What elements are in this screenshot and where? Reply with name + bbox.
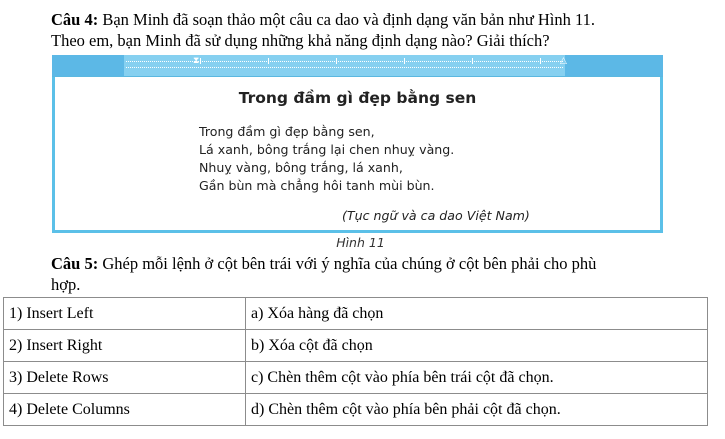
question-5-line-1: Ghép mỗi lệnh ở cột bên trái với ý nghĩa của chúng ở cột bên phải cho phù xyxy=(98,254,597,273)
ruler-tick xyxy=(472,58,473,64)
ruler-tick xyxy=(200,58,201,64)
ruler-right-margin xyxy=(565,55,663,76)
ruler-tick xyxy=(540,58,541,64)
ruler-right-indent-marker-icon: △ xyxy=(560,56,567,66)
ruler-tick xyxy=(404,58,405,64)
meaning-cell: d) Chèn thêm cột vào phía bên phải cột đã chọn. xyxy=(246,394,708,426)
document-ruler xyxy=(52,55,663,77)
command-cell: 4) Delete Columns xyxy=(4,394,246,426)
matching-table xyxy=(3,297,708,426)
table-row xyxy=(4,394,708,426)
question-4 xyxy=(51,9,595,51)
question-4-label: Câu 4: xyxy=(51,10,99,29)
poem-line-3: Nhuỵ vàng, bông trắng, lá xanh, xyxy=(199,160,403,175)
meaning-cell: c) Chèn thêm cột vào phía bên trái cột đã chọn. xyxy=(246,362,708,394)
command-cell: 1) Insert Left xyxy=(4,298,246,330)
question-5 xyxy=(51,253,596,295)
ruler-track xyxy=(126,61,563,68)
poem-line-4: Gần bùn mà chẳng hôi tanh mùi bùn. xyxy=(199,178,435,193)
question-4-line-1: Bạn Minh đã soạn thảo một câu ca dao và định dạng văn bản như Hình 11. xyxy=(98,10,596,29)
poem-source: (Tục ngữ và ca dao Việt Nam) xyxy=(342,208,530,223)
meaning-cell: b) Xóa cột đã chọn xyxy=(246,330,708,362)
table-row xyxy=(4,362,708,394)
poem-line-2: Lá xanh, bông trắng lại chen nhuỵ vàng. xyxy=(199,142,455,157)
command-cell: 2) Insert Right xyxy=(4,330,246,362)
command-cell: 3) Delete Rows xyxy=(4,362,246,394)
table-row xyxy=(4,330,708,362)
ruler-indent-marker-icon: ⧗ xyxy=(193,56,200,66)
meaning-cell: a) Xóa hàng đã chọn xyxy=(246,298,708,330)
ruler-left-margin xyxy=(52,55,124,76)
ruler-tick xyxy=(268,58,269,64)
poem-line-1: Trong đầm gì đẹp bằng sen, xyxy=(199,124,375,139)
ruler-tick xyxy=(336,58,337,64)
question-5-label: Câu 5: xyxy=(51,254,99,273)
question-4-line-2: Theo em, bạn Minh đã sử dụng những khả năng định dạng nào? Giải thích? xyxy=(51,31,550,50)
question-5-line-2: hợp. xyxy=(51,275,81,294)
figure-11 xyxy=(52,55,663,233)
figure-caption xyxy=(0,235,725,250)
table-row xyxy=(4,298,708,330)
poem-title: Trong đầm gì đẹp bằng sen xyxy=(238,89,477,107)
figure-caption-text: Hình 11 xyxy=(336,235,385,250)
